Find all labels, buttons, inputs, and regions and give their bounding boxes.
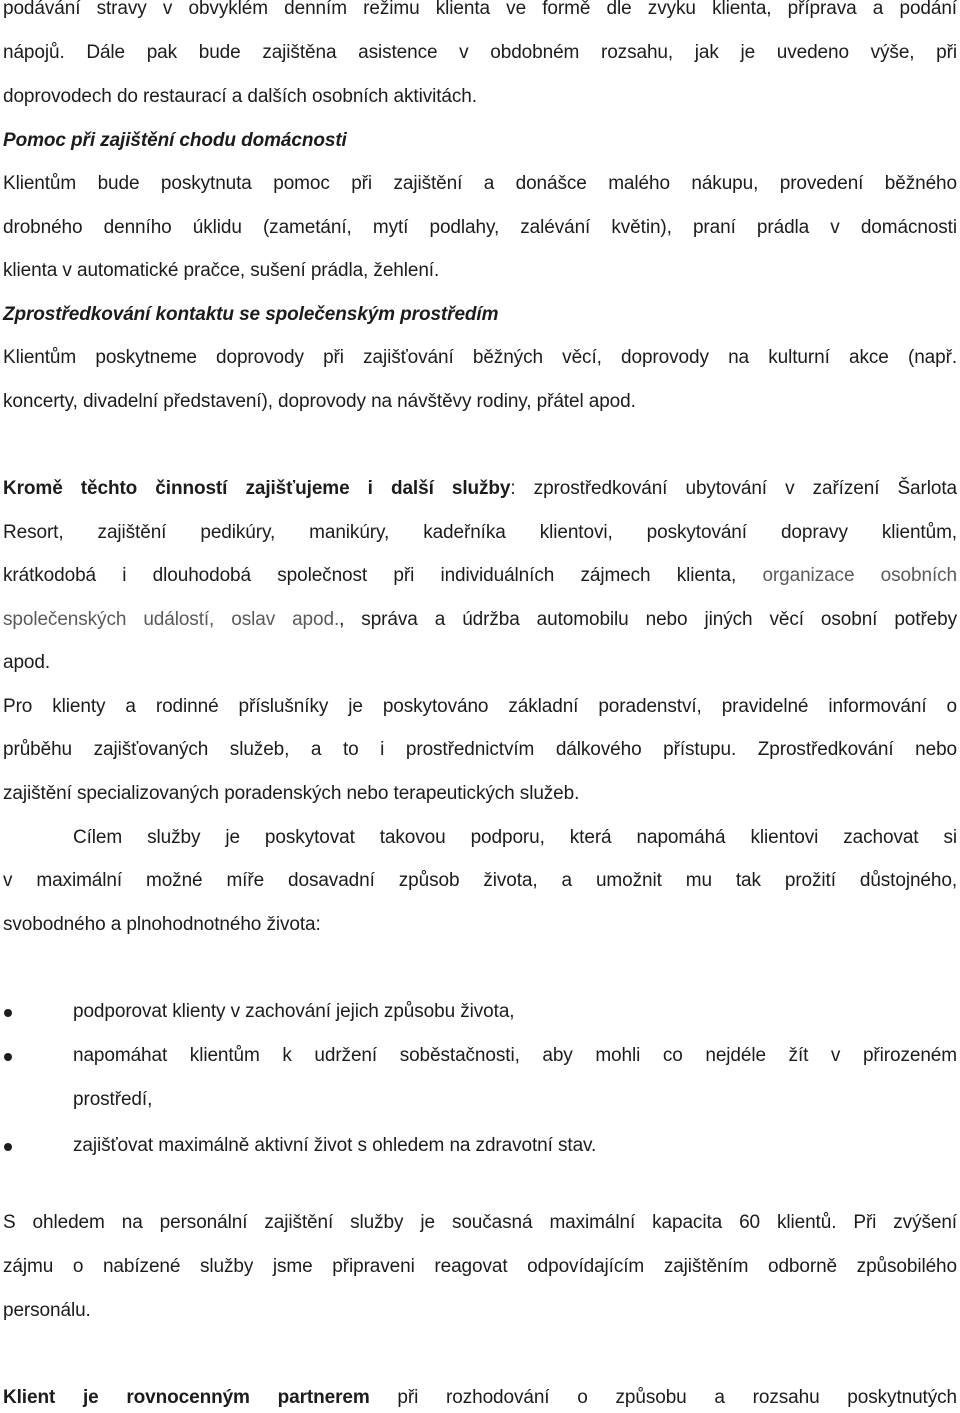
bullet-item-1: podporovat klienty v zachování jejich způsobu života,: [73, 1001, 515, 1022]
bullet-item-2-line-1: napomáhat klientům k udržení soběstačnosti, aby mohli co nejdéle žít v přirozeném: [73, 1045, 957, 1066]
social-line-2: koncerty, divadelní představení), doprovody na návštěvy rodiny, přátel apod.: [3, 391, 636, 412]
goal-line-2: v maximální možné míře dosavadní způsob života, a umožnit mu tak prožití důstojného,: [3, 870, 957, 891]
other-services-line-2: Resort, zajištění pedikúry, manikúry, kadeřníka klientovi, poskytování dopravy klientům,: [3, 522, 957, 543]
counseling-line-1: Pro klienty a rodinné příslušníky je poskytováno základní poradenství, pravidelné informování o: [3, 696, 957, 717]
bullet-dot-2: [4, 1053, 12, 1061]
other-services-line-4-gray: společenských událostí, oslav apod.: [3, 609, 340, 630]
other-services-line-4: [3, 607, 957, 633]
partner-bold: Klient je rovnocenným partnerem: [3, 1387, 370, 1408]
goal-line-1: Cílem služby je poskytovat takovou podporu, která napomáhá klientovi zachovat si: [73, 827, 957, 848]
counseling-line-3: zajištění specializovaných poradenských nebo terapeutických služeb.: [3, 783, 580, 804]
bullet-dot-1: [4, 1009, 12, 1017]
capacity-line-3: personálu.: [3, 1300, 91, 1321]
household-line-2: drobného denního úklidu (zametání, mytí podlahy, zalévání květin), praní prádla v domácnosti: [3, 217, 957, 238]
bullet-dot-3: [4, 1143, 12, 1151]
bullet-item-2-line-2: prostředí,: [73, 1089, 153, 1110]
other-services-line-3-dark: krátkodobá i dlouhodobá společnost při individuálních zájmech klienta,: [3, 565, 737, 586]
other-services-lead: Kromě těchto činností zajišťujeme i další služby: [3, 478, 511, 499]
other-services-line-1: [3, 476, 957, 502]
intro-line-3: doprovodech do restaurací a dalších osobních aktivitách.: [3, 86, 477, 107]
household-line-3: klienta v automatické pračce, sušení prádla, žehlení.: [3, 260, 440, 281]
household-heading: Pomoc při zajištění chodu domácnosti: [3, 130, 347, 151]
other-services-line-3: [3, 563, 957, 589]
partner-rest: při rozhodování o způsobu a rozsahu poskytnutých: [369, 1387, 957, 1408]
household-line-1: Klientům bude poskytnuta pomoc při zajištění a donášce malého nákupu, provedení běžného: [3, 173, 957, 194]
other-services-line-4-dark: , správa a údržba automobilu nebo jiných věcí osobní potřeby: [339, 609, 958, 630]
bullet-item-3: zajišťovat maximálně aktivní život s ohledem na zdravotní stav.: [73, 1135, 597, 1156]
social-heading: Zprostředkování kontaktu se společenským prostředím: [3, 304, 499, 325]
capacity-line-2: zájmu o nabízené služby jsme připraveni reagovat odpovídajícím zajištěním odborně způsobilého: [3, 1256, 957, 1277]
other-services-line-1-rest: : zprostředkování ubytování v zařízení Šarlota: [510, 478, 957, 499]
other-services-line-5: apod.: [3, 652, 51, 673]
partner-line: [3, 1385, 957, 1411]
other-services-line-3-gray: organizace osobních: [736, 565, 957, 586]
counseling-line-2: průběhu zajišťovaných služeb, a to i prostřednictvím dálkového přístupu. Zprostředkování nebo: [3, 739, 957, 760]
goal-line-3: svobodného a plnohodnotného života:: [3, 914, 321, 935]
capacity-line-1: S ohledem na personální zajištění služby je současná maximální kapacita 60 klientů. Při zvýšení: [3, 1212, 957, 1233]
intro-line-2: nápojů. Dále pak bude zajištěna asistence v obdobném rozsahu, jak je uvedeno výše, při: [3, 42, 957, 63]
social-line-1: Klientům poskytneme doprovody při zajišťování běžných věcí, doprovody na kulturní akce (např.: [3, 347, 957, 368]
intro-line-1: podávání stravy v obvyklém denním režimu klienta ve formě dle zvyku klienta, příprava a podání: [3, 0, 957, 19]
